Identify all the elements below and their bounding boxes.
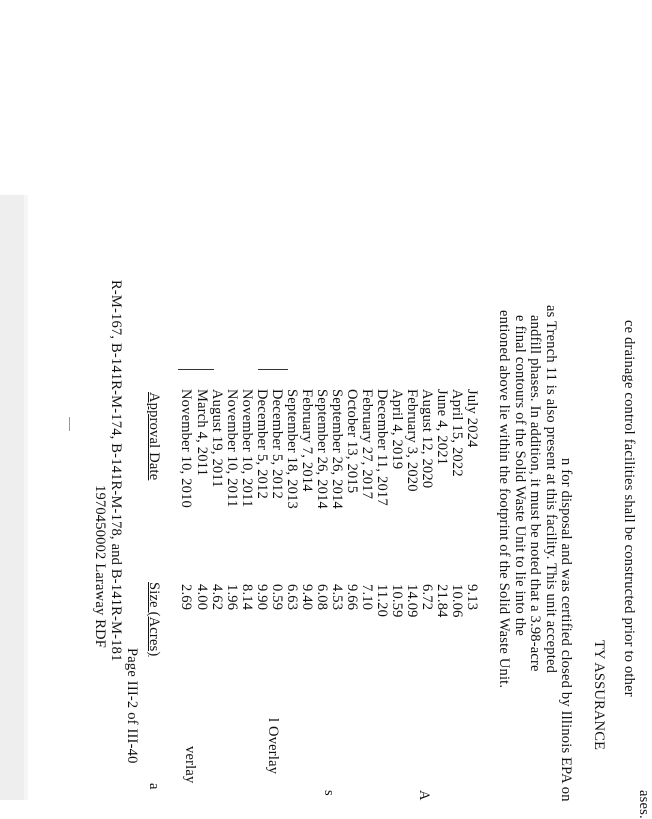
date-cell: December 5, 2012 (269, 389, 285, 499)
date-cell: December 5, 2012 (254, 389, 270, 499)
size-cell: 4.62 (209, 584, 225, 611)
size-cell: 9.90 (254, 584, 270, 611)
correction-mark (178, 369, 214, 370)
date-cell: February 3, 2020 (404, 389, 420, 492)
size-cell: 2.69 (178, 584, 194, 611)
date-cell: September 26, 2014 (329, 389, 345, 509)
paragraph-line: e final contours of the Solid Waste Unit to lie into the (512, 315, 528, 637)
size-cell: 6.63 (284, 584, 300, 611)
section-heading: TY ASSURANCE (591, 640, 607, 751)
date-cell: November 10, 2011 (224, 389, 240, 508)
area-label-fragment-2: A (416, 790, 432, 801)
date-cell: November 10, 2011 (239, 389, 255, 508)
area-label-overlay-2: l Overlay (265, 718, 281, 775)
area-label-overlay: verlay (182, 746, 198, 784)
date-cell: April 15, 2022 (449, 389, 465, 477)
date-cell: April 4, 2019 (389, 389, 405, 470)
date-cell: July 2024 (464, 389, 480, 448)
stray-mark (69, 417, 70, 431)
size-cell: 21.84 (434, 584, 450, 618)
size-cell: 1.96 (224, 584, 240, 611)
date-cell: September 26, 2014 (314, 389, 330, 509)
size-cell: 10.59 (389, 584, 405, 618)
paragraph-line: n for disposal and was certified closed by Illinois EPA on (558, 458, 574, 802)
date-cell: March 4, 2011 (194, 389, 210, 477)
date-cell: September 18, 2013 (284, 389, 300, 509)
size-cell: 9.40 (299, 584, 315, 611)
size-cell: 7.10 (359, 584, 375, 611)
date-cell: November 10, 2010 (178, 389, 194, 508)
paragraph-line: entioned above lie within the footprint of the Solid Waste Unit. (496, 310, 512, 689)
rotated-document-page (18, 0, 652, 819)
date-cell: August 12, 2020 (419, 389, 435, 489)
size-cell: 0.59 (269, 584, 285, 611)
size-column-header: Size (Acres) (146, 582, 162, 657)
header-permit-line: 1970450002 Laraway RDF (92, 485, 108, 649)
size-cell: 10.06 (449, 584, 465, 618)
size-cell: 9.66 (344, 584, 360, 611)
paragraph-line: as Trench 11 is also present at this facility. This unit accepted (543, 305, 559, 674)
header-page-number: Page III-2 of III-40 (124, 648, 140, 764)
size-cell: 11.20 (374, 584, 390, 618)
area-label-fragment: s (321, 790, 337, 796)
size-cell: 4.53 (329, 584, 345, 611)
size-cell: 8.14 (239, 584, 255, 611)
size-cell: 6.08 (314, 584, 330, 611)
date-cell: August 19, 2011 (209, 389, 225, 488)
size-cell: 4.00 (194, 584, 210, 611)
date-cell: October 13, 2015 (344, 389, 360, 494)
area-header-fragment: a (146, 783, 162, 790)
paragraph-line: andfill phases. In addition, it must be noted that a 3.98-acre (527, 315, 543, 672)
body-line: ases. (636, 790, 652, 819)
date-cell: December 11, 2017 (374, 389, 390, 506)
size-cell: 6.72 (419, 584, 435, 611)
body-line: ce drainage control facilities shall be constructed prior to other (621, 320, 637, 697)
size-cell: 14.09 (404, 584, 420, 618)
size-cell: 9.13 (464, 584, 480, 611)
date-cell: February 27, 2017 (359, 389, 375, 500)
correction-mark (258, 369, 288, 370)
header-modification-line: R-M-167, B-141R-M-174, B-141R-M-178, and B-141R-M-181 (108, 280, 124, 662)
date-cell: February 7, 2014 (299, 389, 315, 492)
date-cell: June 4, 2021 (434, 389, 450, 466)
approval-date-column-header: Approval Date (146, 392, 162, 481)
